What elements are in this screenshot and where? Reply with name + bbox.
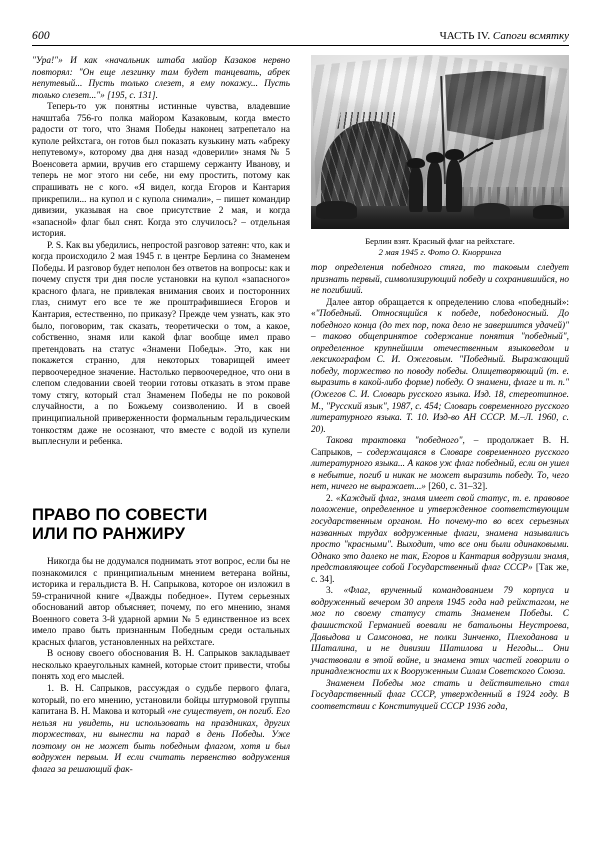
paragraph-quote: «не существует, он погиб. Его нельзя ни увидеть, ни использовать на праздниках, других торжествах, ни вынести на парад в день Победы. Уже поэтому он не может быть победным флагом, хотя и был водружен первым. И если считать первенство водружения флага за решающий фак- [32,707,290,775]
soldier-silhouette [409,166,423,211]
paragraph: "Ура!"» И как «начальник штаба майор Казаков нервно повторял: "Он еще лезгинку там будет танцевать, абрек непутевый... Пусть только слезет, я ему покажу... Пусть только слезет..."» [195, с. 131]. [32,56,290,101]
figure-berlin-reichstag [311,55,569,257]
soldier-silhouette [446,159,462,211]
paragraph: Знаменем Победы мог стать и действительно стал Государственный флаг СССР, утвержденный в 1924 году. В соответствии с Конституцией СССР 1936 года, [311,678,569,712]
page-number: 600 [32,30,50,42]
running-head-part: ЧАСТЬ IV. [439,30,491,42]
soldier-helmet [426,152,444,163]
running-head [32,30,569,50]
list-number: 3. [326,586,344,597]
running-head-subtitle: Сапоги всмятку [492,30,569,42]
rubble [533,205,564,219]
section-heading-line-1: ПРАВО ПО СОВЕСТИ [32,506,208,524]
list-number: 2. [326,493,336,504]
section-heading-line-2: ИЛИ ПО РАНЖИРУ [32,525,186,543]
paragraph-reference: [Так же, с. 34]. [311,563,569,585]
paragraph-quote: "Победный. Относящийся к победе, победоносный. До победного конца (до тех пор, пока дело не завершится удачей)" – таково общепринятое содержание понятия "победный", определенное крупнейшим отечественным языковедом и лексикографом С. И. Ожеговым. "Победный. Выражающий победу, торжество по поводу победы. Олицетворяющий (т. е. выразить в какой-либо форме) победу. О знамени, флаге и т. п." (Ожегов С. И. Словарь русского языка. Изд. 18, стереотипное. М., "Русский язык", 1987, с. 454; Словарь современного русского литературного языка. Т. 10. Изд-во АН СССР. М.–Л. 1960, с. 20). [311,309,569,435]
paragraph: P. S. Как вы убедились, непростой разговор затеян: что, как и когда происходило 2 мая 1945 г. в центре Берлина со Знаменем Победы. И разговор будет неполон без ответов на вопросы: как и почему спустя три дня после установки на купол «запасного» красного флага, не привлекая внимания своих и посторонних глаз, снимут его все те же проштрафившиеся Егоров и Кантария, естественно, по приказу? Прежде чем узнать, как это было, поговорим, так сказать, теоретически о том, а какое, собственно, знамя или какой флаг вообще имел право претендовать на статус «Знамени Победы». Это, как ни покажется странно, для некоторых товарищей имеет первоочередное значение. Настолько первоочередное, что они в слепом следовании своей теории готовы отказать в этом праве тому стягу, который стал Знаменем Победы не по роковой случайности, а по Божьему соизволению. И в своей принципиальной приверженности формальным геральдическим тонкостям даже не осознают, что вместе с водой из купели выплеснули и ребенка. [32,240,290,448]
section-heading [32,506,290,544]
text-column-left [32,56,290,449]
figure-caption [311,236,569,257]
paragraph: Никогда бы не додумался поднимать этот вопрос, если бы не познакомился с принципиальным мнением ветерана войны, историка и геральдиста В. Н. Сапрыкова, которое он изложил в 59-страничной книге «Дважды победное». Путем серьезных обоснований автор объясняет, почему, по его мнению, знамя Военного совета 3-й ударной армии № 5 единственное из всех имело право быть признанным Победным среди остальных красных флагов, установленных на рейхстаге. [32,557,290,648]
running-head-rule [32,45,569,46]
paragraph [311,586,569,678]
paragraph-text: – продолжает В. Н. Сапрыков, – [311,436,569,458]
paragraph-reference: [260, с. 31–32]. [425,482,488,493]
photo-red-flag-reichstag [311,55,569,229]
paragraph [32,684,290,776]
paragraph [311,436,569,494]
rubble [316,201,357,218]
paragraph-text: Далее автор обращается к определению слова «победный»: « [311,297,569,320]
figure-caption-line-2: 2 мая 1945 г. Фото О. Кнорринга [378,246,502,257]
paragraph: В основу своего обоснования В. Н. Сапрыков закладывает несколько краеугольных камней, которые стоит привести, чтобы понять ход его мыслей. [32,649,290,683]
paragraph: Теперь-то уж понятны истинные чувства, владевшие начштаба 756-го полка майором Казаковым, когда вместо радости от того, что Знамя Победы наконец затрепетало на куполе рейхстага, он готов был показать кузькину мать «абреку непутевому», которому два дня назад «доверили» знамя № 5 Военсовета армии, вручив его старшему сержанту Иванову, и теперь не мог этого ни себе, ни ему простить, потому как спрашивать не с кого. «Я видел, когда Егоров и Кантария прикрепили... на купол и с купола снимали», – пишет командир дивизии, указывая на свое присутствие 2 мая, и когда «запасной» флаг был снят. Когда это случилось? – отдельная история. [32,102,290,240]
paragraph-quote: «Флаг, врученный командованием 79 корпуса и водруженный вечером 30 апреля 1945 года над рейхстагом, не мог по своему статусу стать Знаменем Победы. С фашистской Германией воевали не батальоны Неустроева, Давыдова и Самсонова, не полки Зинченко, Плеходанова и Шаталина, и не дивизии Шатилова и Негоды... Они участвовали в этой войне, и знамена этих частей говорили о принадлежности их к Вооруженным Силам Советского Союза. [311,586,569,678]
paragraph: тор определения победного стяга, то таковым следует признать первый, символизирующий победу и сохранившийся, но не погибший. [311,263,569,297]
running-head-title [440,30,569,42]
paragraph-text: 1. В. Н. Сапрыков, рассуждая о судьбе первого флага, который, по его мнению, установили бойцы штурмовой группы капитана В. Н. Макова и который [32,684,290,718]
figure-caption-line-1: Берлин взят. Красный флаг на рейхстаге. [365,236,515,246]
paragraph [311,298,569,437]
rubble [474,203,510,219]
soldier-helmet [407,158,424,168]
text-column-left-lower [32,557,290,776]
paragraph [311,494,569,586]
soldier-silhouette [427,161,442,211]
paragraph-quote: «Каждый флаг, знамя имеет свой статус, т. е. правовое положение, определенное и утвержденное соответствующим государственным органом. Но почему-то во всех серьезных названных трудах водруженные флаги, знамена назывались просто "красными". Выходит, что все они были одинаковыми. Однако это далеко не так, Егоров и Кантария водрузили знамя, представляющее собой Государственный флаг СССР» [311,493,570,574]
paragraph-quote: содержащаяся в Словаре современного русского литературного языка... А каков уж флаг победный, если он ушел в небытие, погиб и никак не может выразить победу. То, чего нет, ничего не выражает...» [311,447,569,493]
text-column-right [311,263,569,713]
paragraph-quote: Такова трактовка "победного", [326,436,465,447]
